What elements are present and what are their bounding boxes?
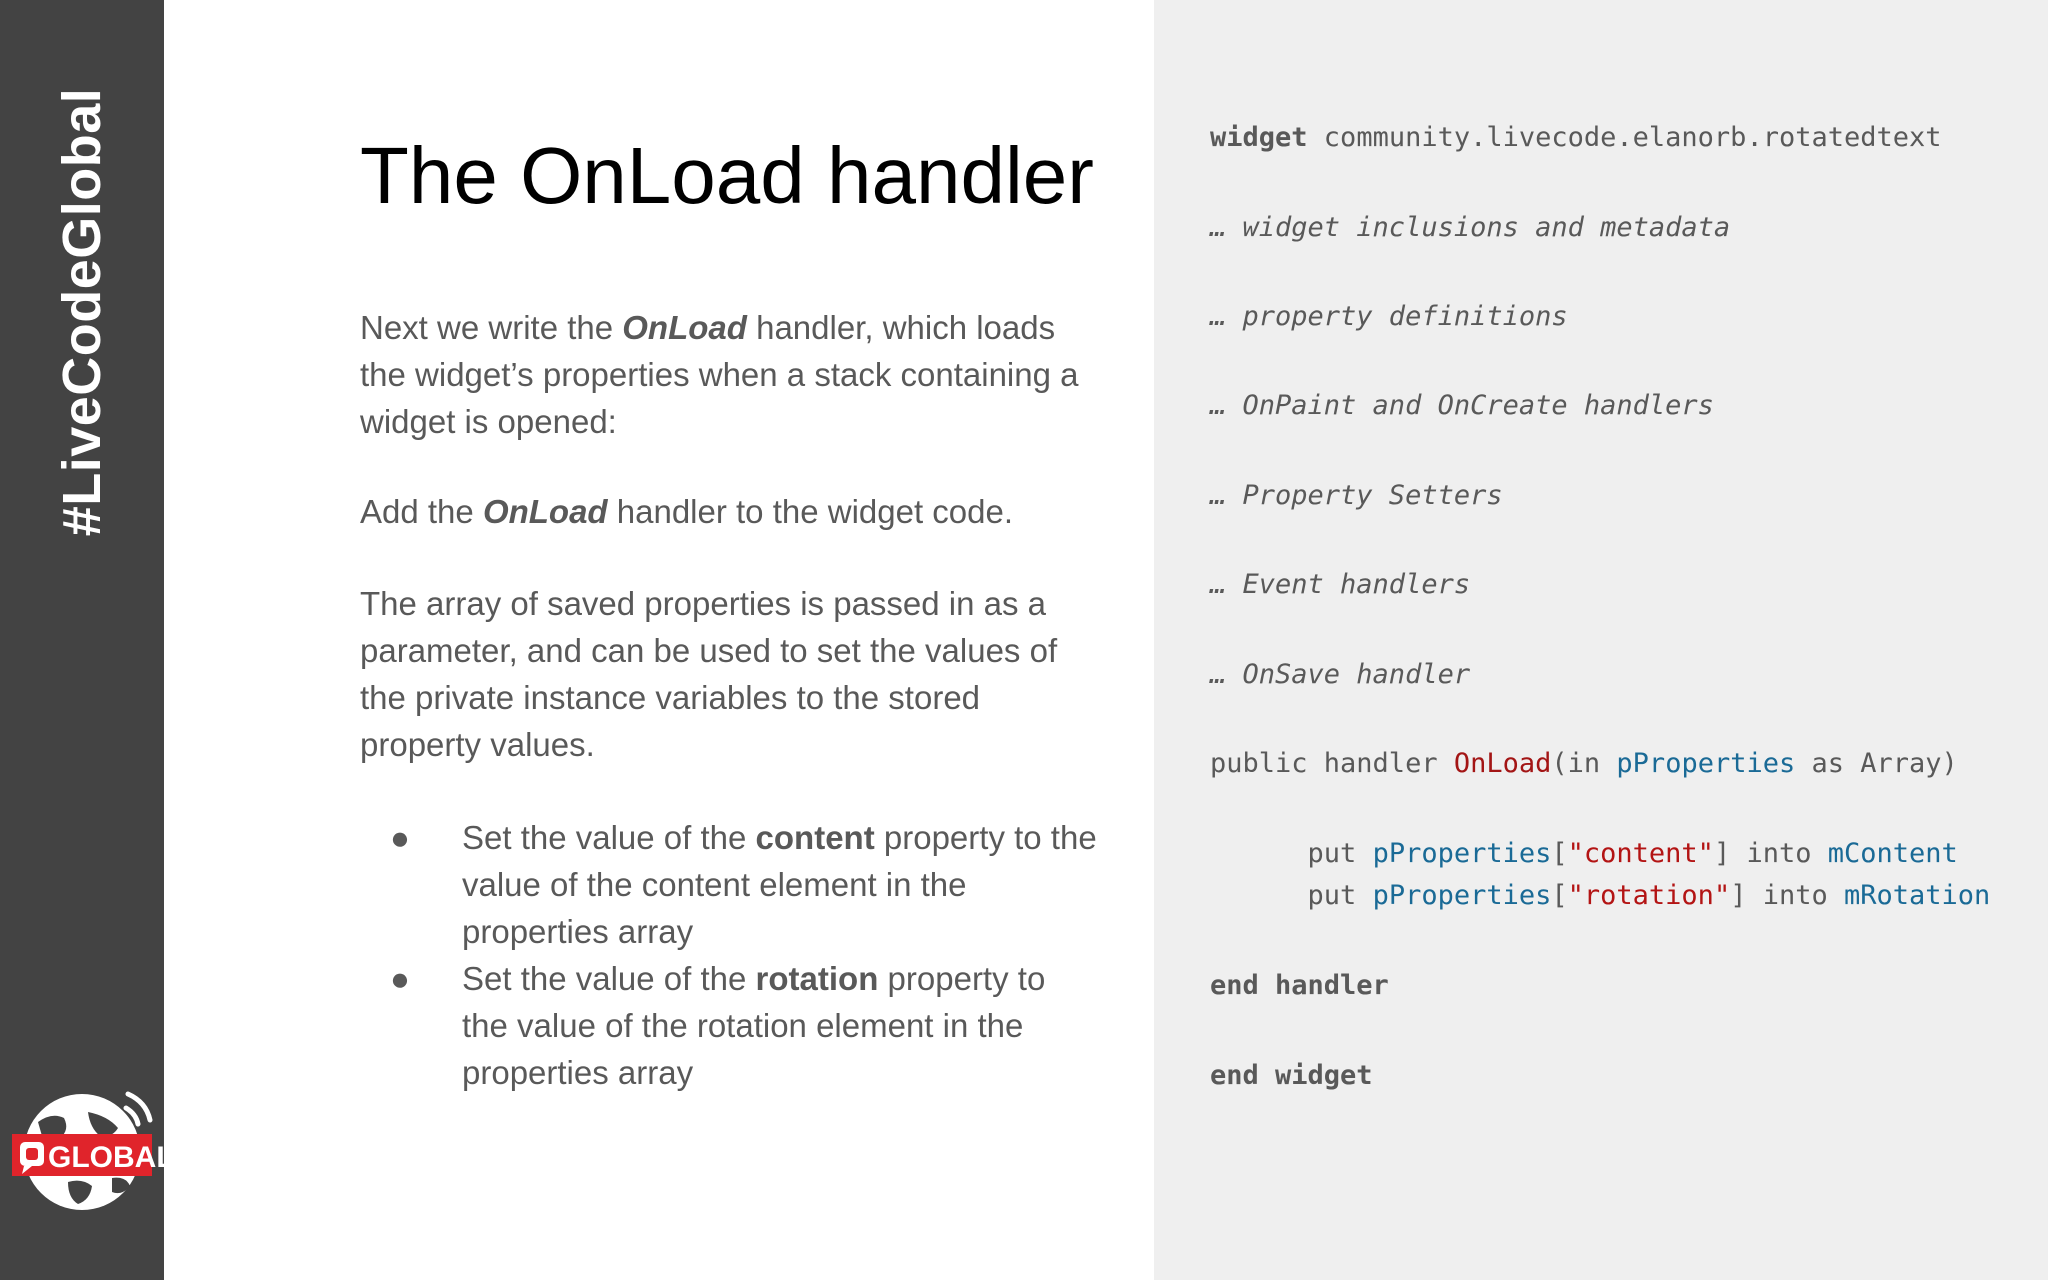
- livecode-global-logo-icon: [8, 1082, 175, 1212]
- intro-text-end: handler, which loads the widget’s properties when a stack containing a widget is opened:: [360, 309, 1079, 440]
- put-key-string: "content": [1567, 838, 1714, 869]
- put-target-var: mContent: [1827, 838, 1958, 869]
- code-panel: [1154, 0, 2048, 1280]
- code-line-widget: [1210, 122, 1942, 153]
- handler-prefix: public handler: [1210, 748, 1454, 779]
- bullet-dot-icon: ●: [390, 819, 410, 856]
- list-item: [360, 955, 1100, 1096]
- bullet-dot-icon: ●: [390, 960, 410, 997]
- instruction-onload-emphasis: OnLoad: [482, 493, 608, 530]
- hashtag-label: #LiveCodeGlobal: [52, 87, 112, 537]
- instruction-text-start: Add the: [360, 493, 483, 530]
- put-keyword: put: [1210, 838, 1373, 869]
- put-open-bracket: [: [1551, 838, 1568, 869]
- logo-text: GLOBAL: [48, 1141, 175, 1174]
- bullet-text-end: property to the value of the rotation element in the properties array: [462, 960, 1046, 1091]
- slide-content: [360, 0, 1100, 1280]
- intro-onload-emphasis: OnLoad: [622, 309, 747, 346]
- handler-name: OnLoad: [1453, 748, 1552, 779]
- code-comment-events: … Event handlers: [1210, 569, 1471, 600]
- bullet-text-start: Set the value of the: [462, 960, 756, 997]
- bullet-list: [360, 814, 1100, 1096]
- code-line-put-content: [1210, 838, 1958, 869]
- intro-text-start: Next we write the: [360, 309, 623, 346]
- bullet-bold-term: content: [755, 819, 875, 856]
- code-comment-properties: … property definitions: [1210, 301, 1568, 332]
- put-key-string: "rotation": [1567, 880, 1731, 911]
- code-line-end-widget: end widget: [1210, 1060, 1373, 1091]
- put-open-bracket: [: [1551, 880, 1568, 911]
- handler-open: (in: [1551, 748, 1617, 779]
- code-line-put-rotation: [1210, 880, 1990, 911]
- intro-paragraph: [360, 304, 1100, 445]
- code-comment-setters: … Property Setters: [1210, 480, 1503, 511]
- bullet-text-end: property to the value of the content element in the properties array: [462, 819, 1097, 950]
- put-into: ] into: [1730, 880, 1844, 911]
- put-array-var: pProperties: [1372, 880, 1552, 911]
- put-keyword: put: [1210, 880, 1373, 911]
- list-item: [360, 814, 1100, 955]
- code-line-handler: [1210, 748, 1958, 779]
- array-paragraph: The array of saved properties is passed in as a parameter, and can be used to set the values of the private instance variables to the stored property values.: [360, 585, 1058, 763]
- instruction-paragraph: [360, 488, 1100, 535]
- code-comment-onsave: … OnSave handler: [1210, 659, 1471, 690]
- slide-title: The OnLoad handler: [360, 131, 1094, 220]
- instruction-text-end: handler to the widget code.: [607, 493, 1014, 530]
- put-array-var: pProperties: [1372, 838, 1552, 869]
- put-target-var: mRotation: [1844, 880, 1991, 911]
- code-comment-inclusions: … widget inclusions and metadata: [1210, 212, 1731, 243]
- handler-suffix: as Array): [1795, 748, 1958, 779]
- code-block: [1210, 122, 1991, 1091]
- put-into: ] into: [1713, 838, 1828, 869]
- widget-identifier: community.livecode.elanorb.rotatedtext: [1307, 122, 1942, 153]
- handler-param: pProperties: [1616, 748, 1796, 779]
- brand-sidebar: [0, 0, 175, 1280]
- code-comment-paint-create: … OnPaint and OnCreate handlers: [1210, 390, 1714, 421]
- bullet-bold-term: rotation: [755, 960, 879, 997]
- code-line-end-handler: end handler: [1210, 970, 1389, 1001]
- bullet-text-start: Set the value of the: [462, 819, 756, 856]
- widget-keyword: widget: [1210, 122, 1308, 153]
